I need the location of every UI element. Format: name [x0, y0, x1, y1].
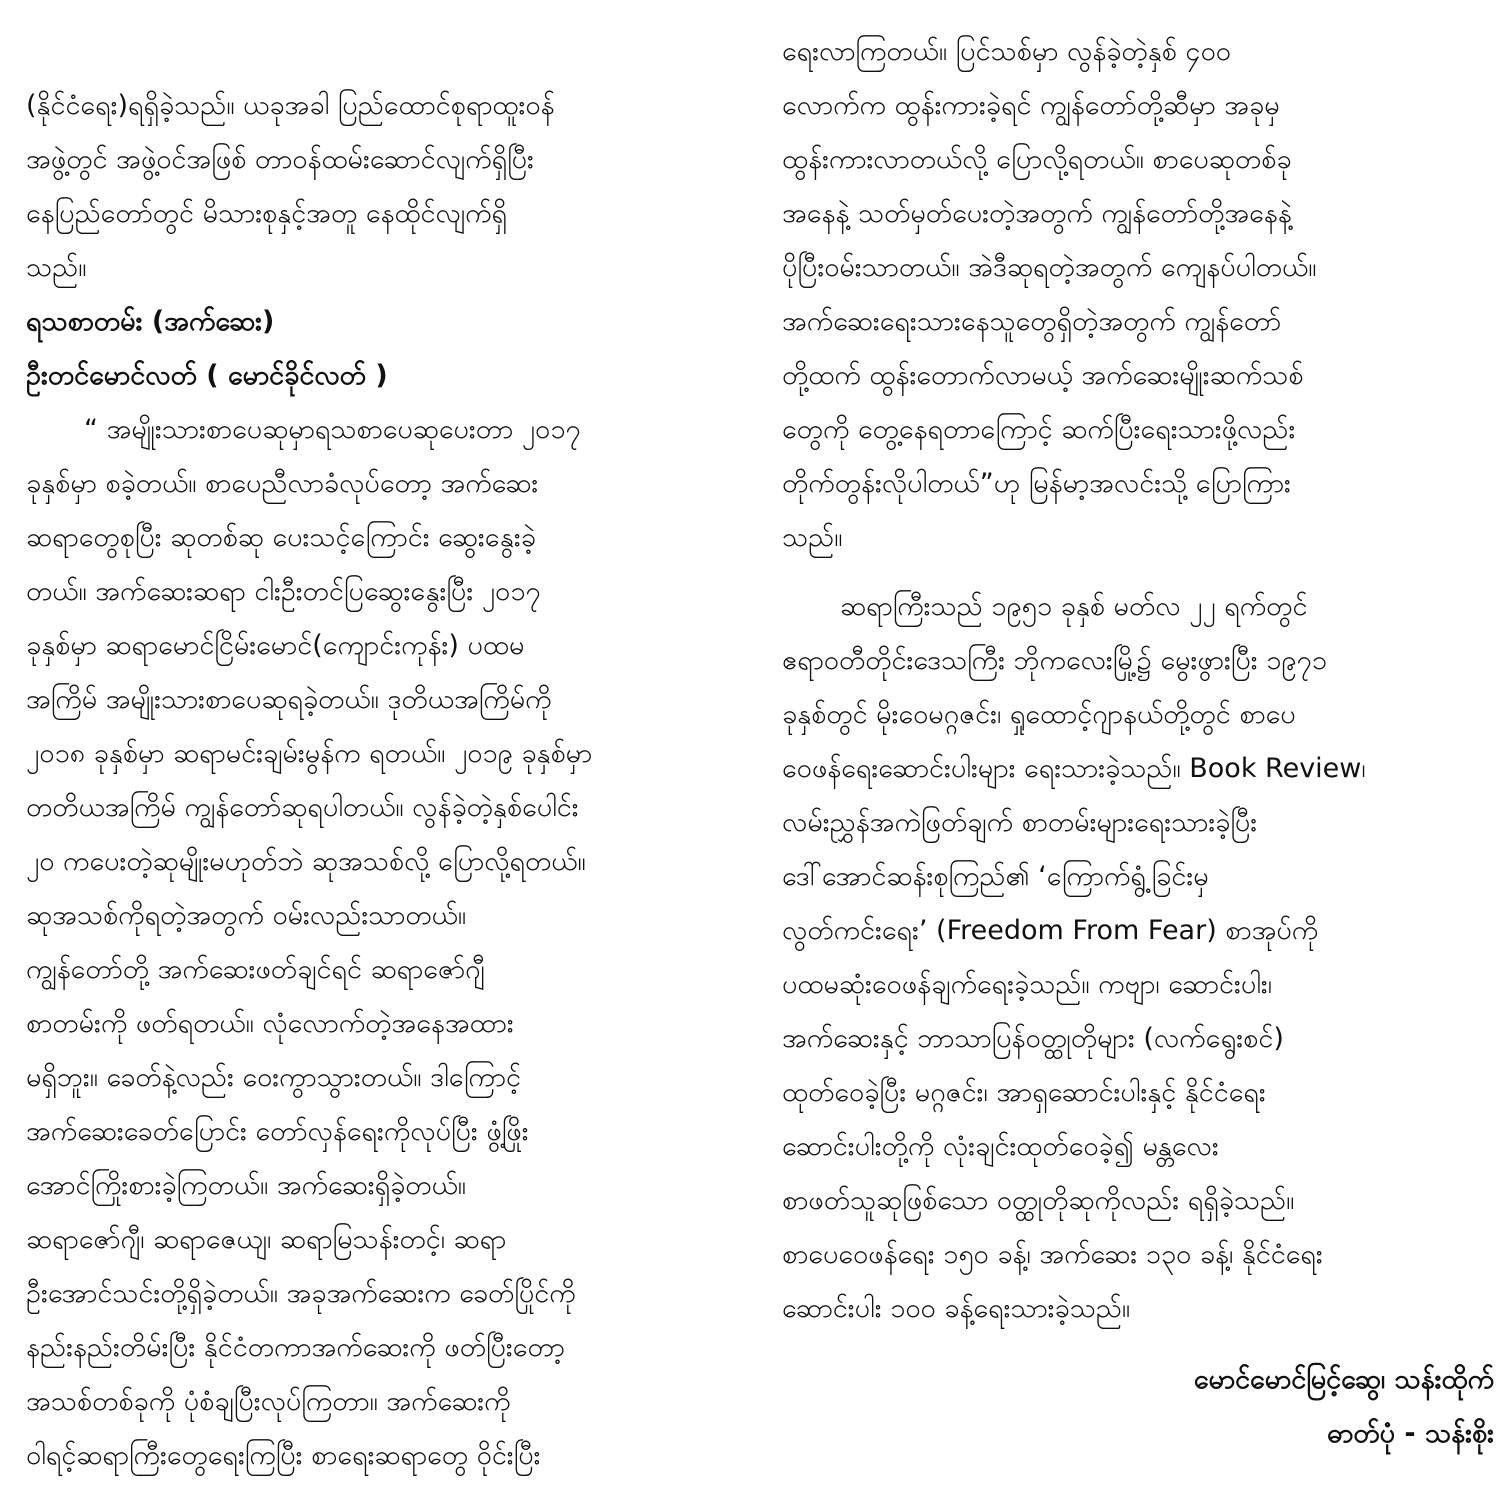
text-line: ခုနှစ်တွင် မိုးဝေမဂ္ဂဇင်း၊ ရှုထောင့်ဂျာနယ်တို့တွင် စာပေ	[782, 699, 1296, 730]
text-line: အကြိမ် အမျိုးသားစာပေဆုရခဲ့တယ်။ ဒုတိယအကြိမ်ကို	[26, 684, 552, 715]
text-line: သည်။	[782, 522, 843, 553]
text-line: အဖွဲ့တွင် အဖွဲ့ဝင်အဖြစ် တာဝန်ထမ်းဆောင်လျက်ရှိပြီး	[26, 144, 534, 175]
text-line: အောင်ကြိုးစားခဲ့ကြတယ်။ အက်ဆေးရှိခဲ့တယ်။	[26, 1170, 466, 1201]
text-line: စာပေဝေဖန်ရေး ၁၅၀ ခန့်၊ အက်ဆေး ၁၃၀ ခန့်၊ နိုင်ငံရေး	[782, 1239, 1323, 1270]
text-line: လွတ်ကင်းရေး’ (Freedom From Fear) စာအုပ်ကို	[782, 915, 1319, 946]
text-line: နေပြည်တော်တွင် မိသားစုနှင့်အတူ နေထိုင်လျက်ရှိ	[26, 198, 508, 229]
text-line: ၂၀ ကပေးတဲ့ဆုမျိုးမဟုတ်ဘဲ ဆုအသစ်လို့ ပြောလို့ရတယ်။	[26, 846, 586, 877]
text-line: ပိုပြီးဝမ်းသာတယ်။ အဲဒီဆုရတဲ့အတွက် ကျေနပ်ပါတယ်။	[782, 252, 1317, 283]
text-line: ၂၀၁၈ ခုနှစ်မှာ ဆရာမင်းချမ်းမွန်က ရတယ်။ ၂၀၁၉ ခုနှစ်မှာ	[26, 738, 593, 769]
text-line: တိုက်တွန်းလိုပါတယ်”ဟု မြန်မာ့အလင်းသို့ ပြောကြား	[782, 468, 1291, 499]
text-line: ဦးအောင်သင်းတို့ရှိခဲ့တယ်။ အခုအက်ဆေးက ခေတ်ပြိုင်ကို	[26, 1278, 576, 1309]
text-line: ဆောင်းပါးတို့ကို လုံးချင်းထုတ်ဝေခဲ့၍ မန္တလေး	[782, 1131, 1219, 1162]
photo-credit: ဓာတ်ပုံ - သန်းစိုး	[1327, 1418, 1494, 1449]
text-line: ဧရာဝတီတိုင်းဒေသကြီး ဘိုကလေးမြို့၌ မွေးဖွားပြီး ၁၉၇၁	[782, 645, 1327, 676]
text-line: (နိုင်ငံရေး)ရရှိခဲ့သည်။ ယခုအခါ ပြည်ထောင်စုရာထူးဝန်	[26, 90, 555, 121]
text-line: မရှိဘူး။ ခေတ်နဲ့လည်း ဝေးကွာသွားတယ်။ ဒါကြောင့်	[26, 1062, 521, 1093]
text-line: ပထမဆုံးဝေဖန်ချက်ရေးခဲ့သည်။ ကဗျာ၊ ဆောင်းပါး၊	[782, 969, 1273, 1000]
text-line: အနေနဲ့ သတ်မှတ်ပေးတဲ့အတွက် ကျွန်တော်တို့အနေနဲ့	[782, 198, 1292, 229]
text-line: ဝေဖန်ရေးဆောင်းပါးများ ရေးသားခဲ့သည်။ Book Review၊	[782, 753, 1366, 784]
text-line: ဆောင်းပါး ၁၀၀ ခန့်ရေးသားခဲ့သည်။	[782, 1293, 1131, 1324]
text-line: နည်းနည်းတိမ်းပြီး နိုင်ငံတကာအက်ဆေးကို ဖတ်ပြီးတော့	[26, 1332, 565, 1363]
text-line: တွေကို တွေ့နေရတာကြောင့် ဆက်ပြီးရေးသားဖို့လည်း	[782, 414, 1296, 445]
text-line: ကျွန်တော်တို့ အက်ဆေးဖတ်ချင်ရင် ဆရာဇော်ဂျီ	[26, 954, 485, 985]
section-heading: ရသစာတမ်း (အက်ဆေး)	[26, 306, 275, 337]
text-line: ဝါရင့်ဆရာကြီးတွေရေးကြပြီး စာရေးဆရာတွေ ဝိုင်းပြီး	[26, 1440, 541, 1471]
text-line: ဆရာဇော်ဂျီ၊ ဆရာဇေယျ၊ ဆရာမြသန်းတင့်၊ ဆရာ	[26, 1224, 507, 1255]
author-heading: ဦးတင်မောင်လတ် ( မောင်ခိုင်လတ် )	[26, 360, 388, 391]
text-line: သည်။	[26, 252, 87, 283]
author-credit: မောင်မောင်မြင့်ဆွေ၊ သန်းထိုက်	[1193, 1364, 1494, 1395]
text-line: “ အမျိုးသားစာပေဆုမှာရသစာပေဆုပေးတာ ၂၀၁၇	[84, 414, 581, 445]
text-line: ခုနှစ်မှာ ဆရာမောင်ငြိမ်းမောင်(ကျောင်းကုန်း) ပထမ	[26, 630, 525, 661]
text-line: ထုတ်ဝေခဲ့ပြီး မဂ္ဂဇင်း၊ အာရှဆောင်းပါးနှင့် နိုင်ငံရေး	[782, 1077, 1266, 1108]
text-line: စာတမ်းကို ဖတ်ရတယ်။ လုံလောက်တဲ့အနေအထား	[26, 1008, 514, 1039]
text-line: အက်ဆေးရေးသားနေသူတွေရှိတဲ့အတွက် ကျွန်တော်	[782, 306, 1282, 337]
text-line: ခုနှစ်မှာ စခဲ့တယ်။ စာပေညီလာခံလုပ်တော့ အက်ဆေး	[26, 468, 539, 499]
text-line: ထွန်းကားလာတယ်လို့ ပြောလို့ရတယ်။ စာပေဆုတစ်ခု	[782, 144, 1292, 175]
text-line: တတိယအကြိမ် ကျွန်တော်ဆုရပါတယ်။ လွန်ခဲ့တဲ့နှစ်ပေါင်း	[26, 792, 579, 823]
text-line: ဆုအသစ်ကိုရတဲ့အတွက် ဝမ်းလည်းသာတယ်။	[26, 900, 467, 931]
text-line: အက်ဆေးခေတ်ပြောင်း တော်လှန်ရေးကိုလုပ်ပြီး ဖွံ့ဖြိုး	[26, 1116, 529, 1147]
text-line: ဆရာတွေစုပြီး ဆုတစ်ဆု ပေးသင့်ကြောင်း ဆွေးနွေးခဲ့	[26, 522, 536, 553]
text-line: တယ်။ အက်ဆေးဆရာ ငါးဦးတင်ပြဆွေးနွေးပြီး ၂၀၁၇	[26, 576, 541, 607]
text-line: လောက်က ထွန်းကားခဲ့ရင် ကျွန်တော်တို့ဆီမှာ အခုမှ	[782, 90, 1280, 121]
text-line: အသစ်တစ်ခုကို ပုံစံချပြီးလုပ်ကြတာ။ အက်ဆေးကို	[26, 1386, 511, 1417]
text-line: တို့ထက် ထွန်းတောက်လာမယ့် အက်ဆေးမျိုးဆက်သစ်	[782, 360, 1304, 391]
text-line: ရေးလာကြတယ်။ ပြင်သစ်မှာ လွန်ခဲ့တဲ့နှစ် ၄၀၀	[782, 36, 1231, 67]
text-line: ဆရာကြီးသည် ၁၉၅၁ ခုနှစ် မတ်လ ၂၂ ရက်တွင်	[840, 591, 1308, 622]
right-column	[782, 0, 1494, 1486]
text-line: အက်ဆေးနှင့် ဘာသာပြန်ဝတ္ထုတိုများ (လက်ရွေးစင်)	[782, 1023, 1284, 1054]
text-line: လမ်းညွှန်အကဲဖြတ်ချက် စာတမ်းများရေးသားခဲ့ပြီး	[782, 807, 1258, 838]
text-line: စာဖတ်သူဆုဖြစ်သော ဝတ္ထုတိုဆုကိုလည်း ရရှိခဲ့သည်။	[782, 1185, 1295, 1216]
left-column	[26, 0, 738, 1486]
text-line: ဒေါ်အောင်ဆန်းစုကြည်၏ ‘ကြောက်ရွံ့ခြင်းမှ	[782, 861, 1209, 892]
